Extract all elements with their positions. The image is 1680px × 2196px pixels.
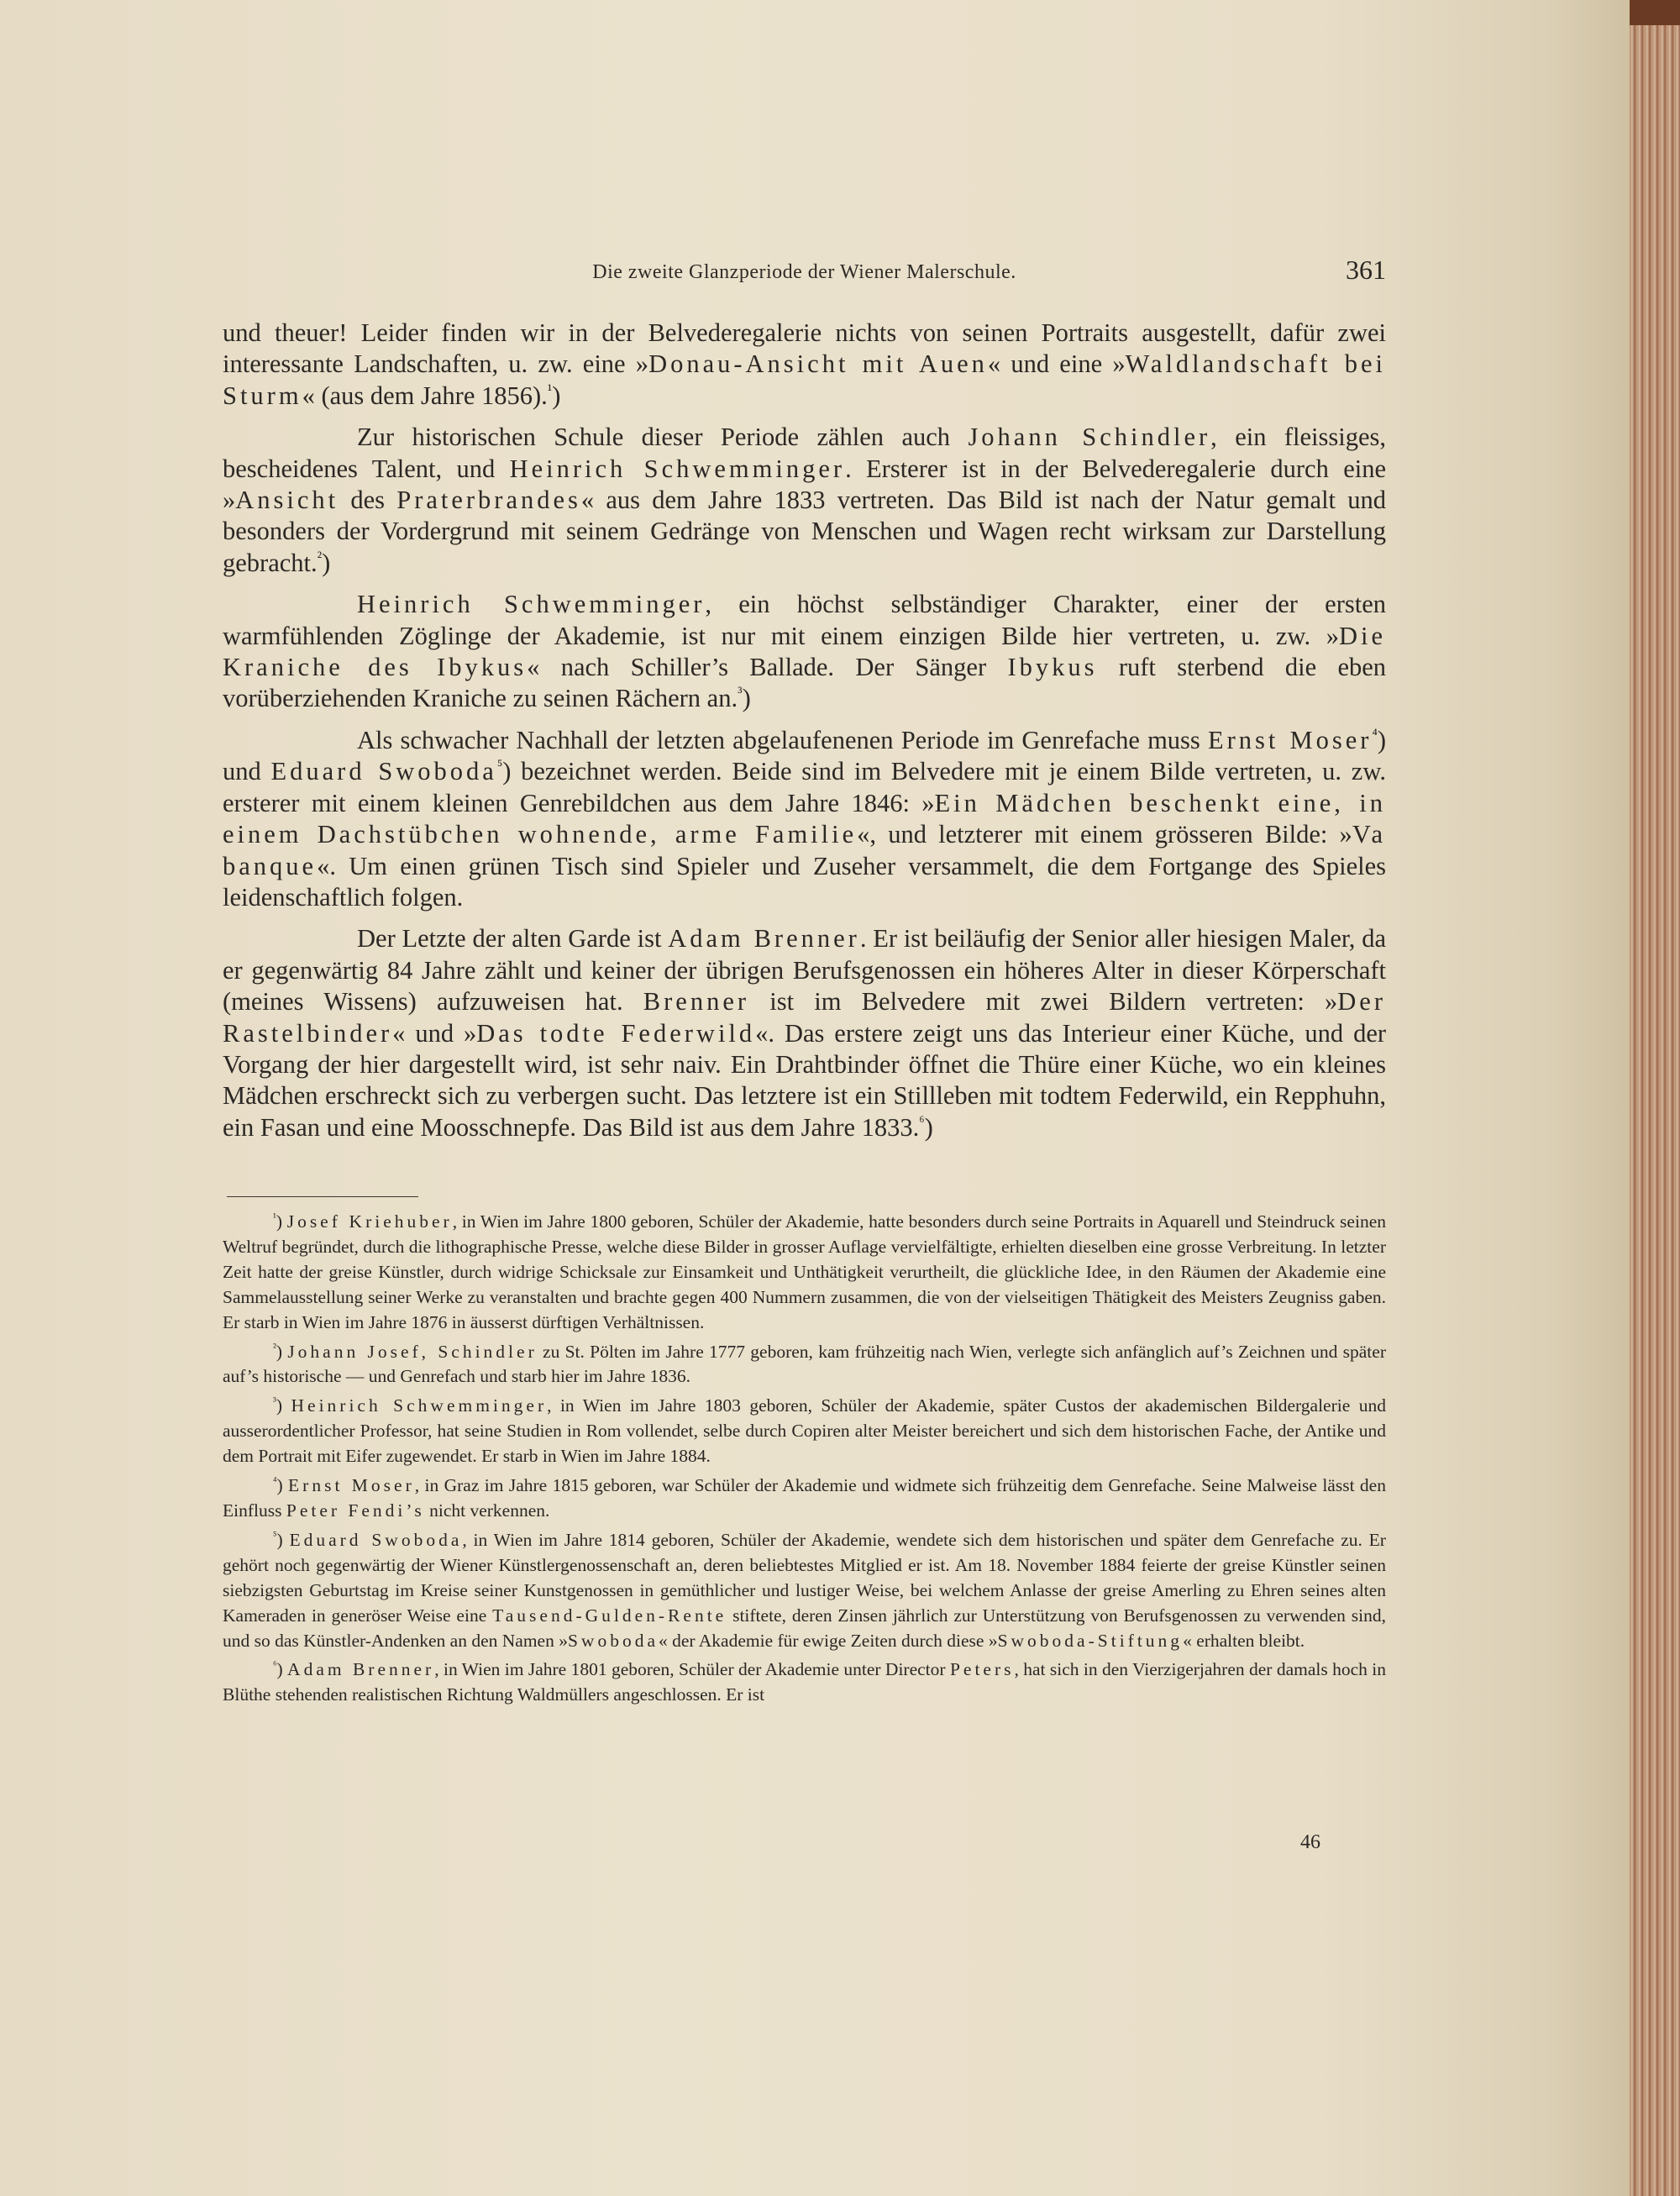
emphasis: Johann Josef, Schindler (287, 1341, 538, 1362)
emphasis: Heinrich Schwemminger (509, 454, 846, 483)
running-title: Die zweite Glanzperiode der Wiener Malerschule. (592, 261, 1016, 283)
paragraph: Zur historischen Schule dieser Periode zählen auch Johann Schindler, ein fleissiges, bescheidenes Talent, und Heinrich Schwemminger. Ersterer ist in der Belvederegalerie durch eine »Ansicht des Praterbrandes« aus dem Jahre 1833 vertreten. Das Bild ist nach der Natur gemalt und besonders der Vordergrund mit seinem Gedränge von Menschen und Wagen recht wirksam zur Darstellung gebracht.$^{^2}$) (223, 423, 1386, 577)
emphasis: Tausend-Gulden-Rente (492, 1605, 727, 1626)
footnote: $^{^6}$) Adam Brenner, in Wien im Jahre 1801 geboren, Schüler der Akademie unter Director Peters, hat sich in den Vierzigerjahren der damals hoch in Blüthe stehenden realistischen Richtung Waldmüllers angeschlossen. Er ist (223, 1659, 1386, 1705)
emphasis: Die Kraniche des Ibykus (223, 621, 1386, 682)
emphasis: Ernst Moser (288, 1475, 415, 1496)
emphasis: Johann Schindler (968, 423, 1211, 452)
paragraph: und theuer! Leider finden wir in der Belvederegalerie nichts von seinen Portraits ausgestellt, dafür zwei interessante Landschaften, u. zw. eine »Donau-Ansicht mit Auen« und eine »Waldlandschaft bei Sturm« (aus dem Jahre 1856).$^{^1}$) (223, 318, 1386, 410)
emphasis: Swoboda (567, 1630, 659, 1651)
footnote-ref: ² (317, 548, 323, 565)
footnote-marker: ² (273, 1341, 276, 1353)
emphasis: Waldlandschaft bei Sturm (223, 349, 1386, 410)
emphasis: Ibykus (1007, 653, 1098, 682)
footnote-marker: ⁶ (273, 1659, 277, 1672)
emphasis: Eduard Swoboda (289, 1529, 463, 1550)
footnote: $^{^3}$) Heinrich Schwemminger, in Wien im Jahre 1803 geboren, Schüler der Akademie, später Custos der akademischen Bildergalerie und ausserordentlicher Professor, hat seine Studien in Rom vollendet, selbe durch Copiren alter Meister bereichert und sich dem historischen Fache, der Antike und dem Portrait mit Eifer zugewendet. Er starb in Wien im Jahre 1884. (223, 1395, 1386, 1467)
emphasis: Va banque (223, 820, 1386, 880)
footnote-marker: ³ (273, 1395, 276, 1408)
page-edge-top (1630, 0, 1680, 25)
emphasis: Swoboda-Stiftung (997, 1630, 1184, 1651)
footnote-ref: ⁵ (496, 757, 503, 775)
footnote: $^{^1}$) Josef Kriehuber, in Wien im Jahre 1800 geboren, Schüler der Akademie, hatte besonders durch seine Portraits in Aquarell und Steindruck seinen Weltruf begründet, durch die lithographische Presse, welche diese Bilder in grosser Auflage vervielfältigte, erhielten dieselben eine grosse Verbreitung. In letzter Zeit hatte der greise Künstler, durch widrige Schicksale zur Einsamkeit und Unthätigkeit verurtheilt, die glückliche Idee, in den Räumen der Akademie eine Sammelausstellung seiner Werke zu veranstalten und brachte gegen 400 Nummern zusammen, die von der vielseitigen Thätigkeit des Meisters Zeugniss gaben. Er starb in Wien im Jahre 1876 in äusserst dürftigen Verhältnissen. (223, 1211, 1386, 1332)
emphasis: Adam Brenner (668, 924, 860, 954)
emphasis: Heinrich Schwemminger (291, 1395, 548, 1416)
footnote-marker: ¹ (273, 1211, 276, 1223)
footnote-ref: ³ (738, 684, 743, 701)
paragraph: Der Letzte der alten Garde ist Adam Brenner. Er ist beiläufig der Senior aller hiesigen Maler, da er gegenwärtig 84 Jahre zählt und keiner der übrigen Berufsgenossen ein höheres Alter in dieser Körperschaft (meines Wissens) aufzuweisen hat. Brenner ist im Belvedere mit zwei Bildern vertreten: »Der Rastelbinder« und »Das todte Federwild«. Das erstere zeigt uns das Interieur einer Küche, und der Vorgang der hier dargestellt wird, ist sehr naiv. Ein Drahtbinder öffnet die Thüre einer Küche, wo ein kleines Mädchen erschreckt sich zu verbergen sucht. Das letztere ist ein Stillleben mit todtem Federwild, ein Repphuhn, ein Fasan und eine Moosschnepfe. Das Bild ist aus dem Jahre 1833.$^{^6}$) (223, 924, 1387, 1142)
paragraph: Heinrich Schwemminger, ein höchst selbständiger Charakter, einer der ersten warmfühlenden Zöglinge der Akademie, ist nur mit einem einzigen Bilde hier vertreten, u. zw. »Die Kraniche des Ibykus« nach Schiller’s Ballade. Der Sänger Ibykus ruft sterbend die eben vorüberziehenden Kraniche zu seinen Rächern an.$^{^3}$) (223, 590, 1387, 713)
footnote: $^{^5}$) Eduard Swoboda, in Wien im Jahre 1814 geboren, Schüler der Akademie, wendete sich dem historischen und später dem Genrefache zu. Er gehört noch gegenwärtig der Wiener Künstlergenossenschaft an, deren beliebtestes Mitglied er ist. Am 18. November 1884 feierte der greise Künstler seinen siebzigsten Geburtstag im Kreise seiner Kunstgenossen in gemüthlicher und lustiger Weise, bei welchem Anlasse der greise Amerling zu Ehren seines alten Kameraden in generöser Weise eine Tausend-Gulden-Rente stiftete, deren Zinsen jährlich zur Unterstützung von Berufsgenossen zu verwenden sind, und so das Künstler-Andenken an den Namen »Swoboda« der Akademie für ewige Zeiten durch diese »Swoboda-Stiftung« erhalten bleibt. (223, 1529, 1386, 1651)
emphasis: Josef Kriehuber (286, 1211, 453, 1232)
footnote: $^{^2}$) Johann Josef, Schindler zu St. Pölten im Jahre 1777 geboren, kam frühzeitig nach Wien, verlegte sich anfänglich auf’s Zeichnen und später auf’s historische — und Genrefach und starb hier im Jahre 1836. (223, 1341, 1386, 1387)
emphasis: Praterbrandes (396, 486, 581, 515)
footnote: $^{^4}$) Ernst Moser, in Graz im Jahre 1815 geboren, war Schüler der Akademie und widmete sich frühzeitig dem Genrefache. Seine Malweise lässt den Einfluss Peter Fendi’s nicht verkennen. (223, 1474, 1386, 1521)
emphasis: Peters (949, 1659, 1015, 1680)
emphasis: Der Rastelbinder (223, 987, 1387, 1048)
footnote-ref: ¹ (547, 381, 553, 398)
footnote-marker: ⁴ (273, 1474, 277, 1487)
emphasis: Donau-Ansicht mit Auen (648, 349, 988, 379)
emphasis: Brenner (643, 987, 750, 1017)
running-header (223, 255, 1386, 288)
footnote-ref: ⁶ (919, 1112, 925, 1130)
footnote-divider (227, 1196, 418, 1197)
footnote-marker: ⁵ (273, 1529, 277, 1542)
emphasis: Das todte Federwild (476, 1018, 756, 1048)
emphasis: Adam Brenner (287, 1659, 435, 1680)
footnote-ref: ⁴ (1372, 725, 1378, 743)
emphasis: Ansicht (235, 486, 339, 515)
page-edge (1630, 0, 1680, 2196)
body-text (223, 318, 1386, 1153)
emphasis: Eduard Swoboda (270, 757, 497, 786)
emphasis: Ernst Moser (1207, 725, 1373, 754)
emphasis: Peter Fendi’s (286, 1500, 425, 1521)
emphasis: Ein Mädchen beschenkt eine, in einem Dachstübchen wohnende, arme Familie (223, 788, 1386, 849)
footnotes (223, 1210, 1386, 1712)
emphasis: Heinrich Schwemminger (357, 590, 706, 619)
page-number: 361 (1346, 255, 1386, 285)
signature-mark: 46 (1300, 1831, 1320, 1853)
paragraph: Als schwacher Nachhall der letzten abgelaufenenen Periode im Genrefache muss Ernst Moser$^{^4}$) und Eduard Swoboda$^{^5}$) bezeichnet werden. Beide sind im Belvedere mit je einem Bilde vertreten, u. zw. ersterer mit einem kleinen Genrebildchen aus dem Jahre 1846: »Ein Mädchen beschenkt eine, in einem Dachstübchen wohnende, arme Familie«, und letzterer mit einem grösseren Bilde: »Va banque«. Um einen grünen Tisch sind Spieler und Zuseher versammelt, die dem Fortgange des Spieles leidenschaftlich folgen. (223, 725, 1386, 911)
